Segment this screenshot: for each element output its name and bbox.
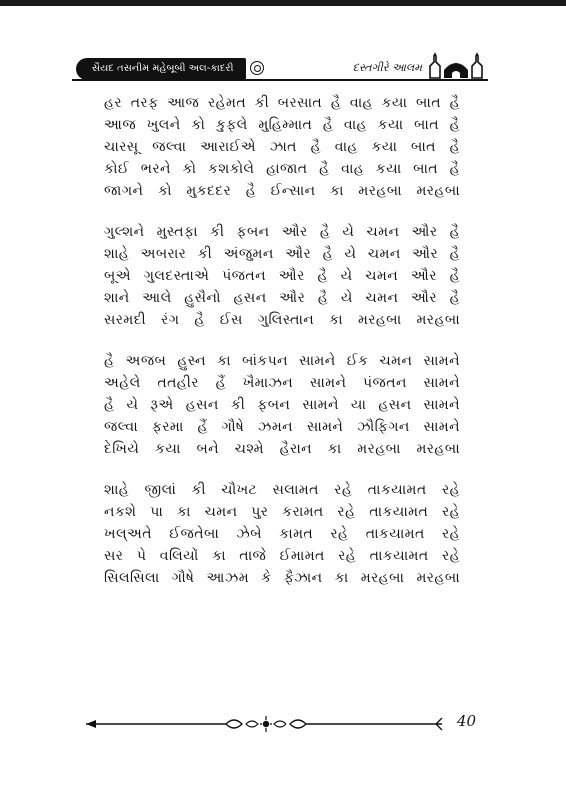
poem-body [104, 92, 460, 608]
verse-line: હૈ અજબ હુસ્ન કા બાંકપન સામને ઈક ચમન સામને [104, 353, 460, 369]
flourish-divider-icon [86, 714, 446, 734]
verse-line: આજ ખુલને કો કુફલે મુહિમ્માત હૈ વાહ કયા બાત હૈ [104, 117, 460, 133]
verse-line: ગુલ્શને મુસ્તફા કી ફબન ઔર હૈ યે ચમન ઔર હૈ [104, 224, 460, 240]
stanza-1 [104, 92, 460, 202]
verse-line: હર તરફ આજ રહેમત કી બરસાત હૈ વાહ કયા બાત હૈ [104, 95, 460, 111]
verse-line: જાગને કો મુકદદર હૈ ઈન્સાન કા મરહબા મરહબા [104, 183, 460, 199]
verse-line: શાહે અબરાર કી અંજુમન ઔર હૈ યે ચમન ઔર હૈ [104, 246, 460, 262]
verse-line: સર પે વલિયોં કા તાજે ઈમામત રહે તાકયામત રહે [104, 548, 460, 564]
page-footer [86, 708, 476, 738]
header-rule [72, 79, 488, 81]
verse-line: ચારસૂ જલ્વા આરાઈએ ઝાત હૈ વાહ કયા બાત હૈ [104, 139, 460, 155]
stanza-4 [104, 479, 460, 589]
verse-line: બૂએ ગુલદસ્તાએ પંજતન ઔર હૈ યે ચમન ઔર હૈ [104, 268, 460, 284]
stanza-2 [104, 221, 460, 331]
verse-line: શાને આલે હુસૈનો હસન ઔર હૈ યે ચમન ઔર હૈ [104, 290, 460, 306]
verse-line: નકશે પા કા ચમન પુર કરામત રહે તાકયામત રહે [104, 504, 460, 520]
verse-line: સરમદી રંગ હૈ ઈસ ગુલિસ્તાન કા મરહબા મરહબા [104, 312, 460, 328]
verse-line: કોઈ ભરને કો કશકોલે હાજાત હૈ વાહ કયા બાત હૈ [104, 161, 460, 177]
verse-line: હૈ યે રૂએ હસન કી ફબન સામને યા હસન સામને [104, 397, 460, 413]
author-title: સૈયદ તસનીમ મહેબૂબી અલ-કાદરી [76, 58, 246, 80]
page-number: 40 [456, 712, 476, 730]
verse-line: સિલસિલા ગૌષે આઝમ કે ફૈઝાન કા મરહબા મરહબા [104, 570, 460, 586]
book-title: દસ્તગીરે આલમ [352, 61, 422, 74]
running-header [72, 50, 488, 82]
stanza-3 [104, 350, 460, 460]
page-top-border [0, 0, 566, 6]
mosque-icon [428, 52, 484, 79]
verse-line: દેખિયે કયા બને ચશ્મે હૈરાન કા મરહબા મરહબા [104, 441, 460, 457]
verse-line: જલ્વા ફરમા હૈં ગૌષે ઝમન સામને ઝૌફિગન સામને [104, 419, 460, 435]
verse-line: અહેલે તતહીર હૈં ખૈમાઝન સામને પંજતન સામને [104, 375, 460, 391]
verse-line: ખલ્અતે ઈજતેબા ઝેબે કામત રહે તાકયામત રહે [104, 526, 460, 542]
verse-line: શાહે જીલાં કી ચૌખટ સલામત રહે તાકયામત રહે [104, 482, 460, 498]
rosette-icon [250, 61, 264, 75]
